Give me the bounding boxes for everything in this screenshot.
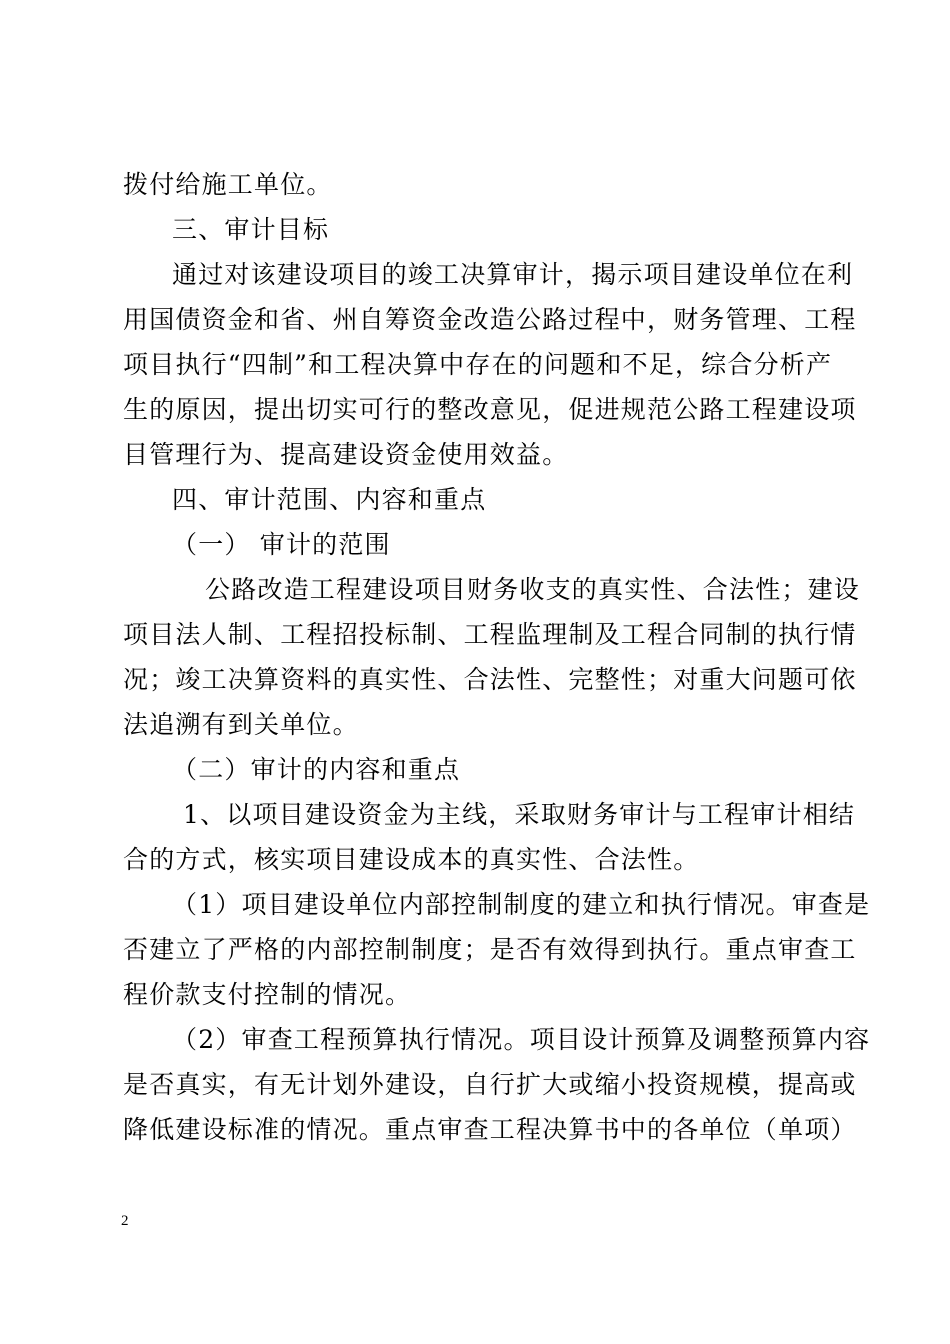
section-heading-scope: 四、审计范围、内容和重点 [172, 485, 487, 514]
text-line: 1、以项目建设资金为主线，采取财务审计与工程审计相结 [183, 800, 856, 829]
text-line: 降低建设标准的情况。重点审查工程决算书中的各单位（单项） [123, 1115, 857, 1144]
text-line: （2）审查工程预算执行情况。项目设计预算及调整预算内容 [172, 1025, 871, 1054]
text-line: 拨付给施工单位。 [123, 170, 333, 199]
text-line: 通过对该建设项目的竣工决算审计，揭示项目建设单位在利 [172, 260, 854, 289]
text-line: 用国债资金和省、州自筹资金改造公路过程中，财务管理、工程 [123, 305, 857, 334]
text-line: 否建立了严格的内部控制制度；是否有效得到执行。重点审查工 [123, 935, 857, 964]
text-line: 项目执行“四制”和工程决算中存在的问题和不足，综合分析产 [123, 350, 833, 379]
text-line: 合的方式，核实项目建设成本的真实性、合法性。 [123, 845, 700, 874]
section-heading-goal: 三、审计目标 [172, 215, 330, 244]
text-line: 法追溯有到关单位。 [123, 710, 359, 739]
text-line: 公路改造工程建设项目财务收支的真实性、合法性；建设 [205, 575, 861, 604]
text-line: 生的原因，提出切实可行的整改意见，促进规范公路工程建设项 [123, 395, 857, 424]
text-line: 目管理行为、提高建设资金使用效益。 [123, 440, 569, 469]
subsection-heading-scope: （一） 审计的范围 [172, 530, 391, 559]
text-line: （1）项目建设单位内部控制制度的建立和执行情况。审查是 [172, 890, 871, 919]
subsection-heading-content: （二）审计的内容和重点 [172, 755, 461, 784]
text-line: 况；竣工决算资料的真实性、合法性、完整性；对重大问题可依 [123, 665, 857, 694]
text-line: 程价款支付控制的情况。 [123, 980, 412, 1009]
text-line: 是否真实，有无计划外建设，自行扩大或缩小投资规模，提高或 [123, 1070, 857, 1099]
page-number: 2 [121, 1213, 129, 1229]
text-line: 项目法人制、工程招投标制、工程监理制及工程合同制的执行情 [123, 620, 857, 649]
